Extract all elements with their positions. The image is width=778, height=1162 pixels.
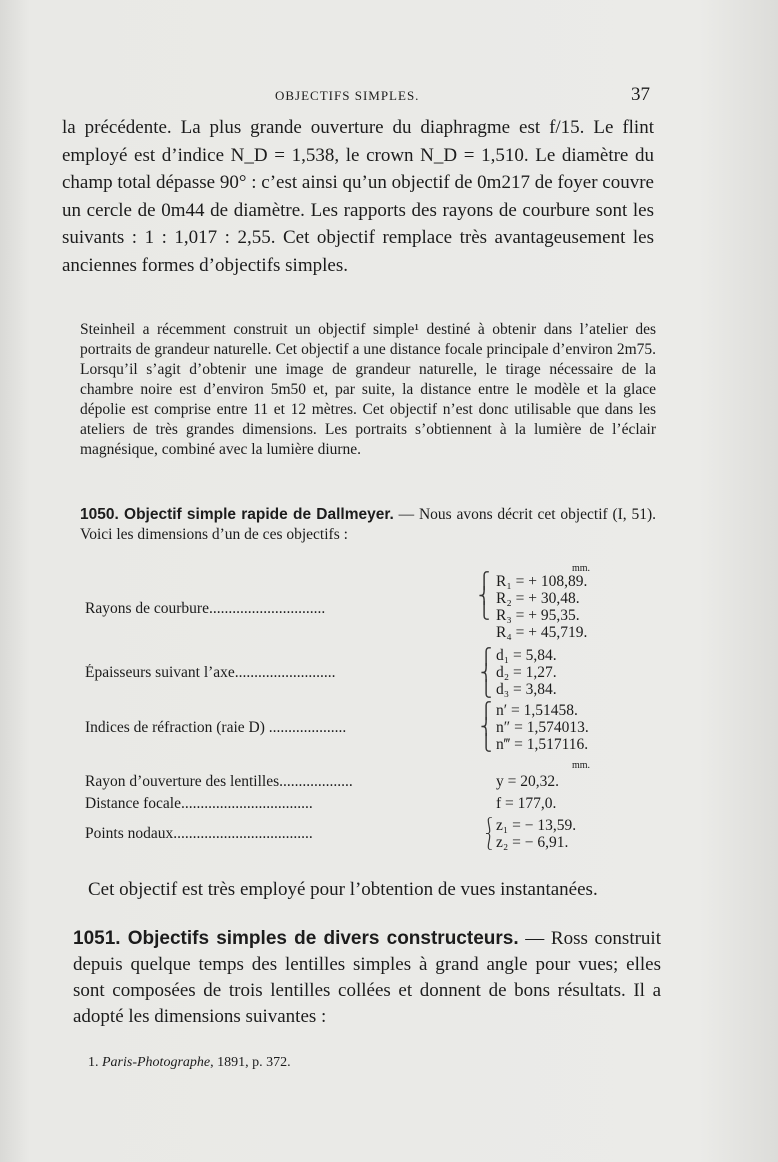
- section-1050-heading: 1050. Objectif simple rapide de Dallmeyer.: [80, 506, 394, 523]
- row-label-points-nodaux: Points nodaux....................................: [85, 825, 313, 842]
- value-d1: d₁ = 5,84.: [496, 647, 557, 664]
- footnote: [88, 1055, 291, 1071]
- brace-rayons: ⎧ ⎨ ⎩: [478, 571, 490, 620]
- footnote-number: 1.: [88, 1055, 99, 1070]
- footnote-source: Paris-Photographe: [102, 1055, 211, 1070]
- row-label-ouverture: Rayon d’ouverture des lentilles...................: [85, 773, 353, 790]
- running-header: [0, 86, 778, 108]
- footnote-rest: , 1891, p. 372.: [210, 1055, 291, 1070]
- unit-label-2: mm.: [572, 760, 591, 771]
- value-z2: z₂ = − 6,91.: [496, 834, 569, 851]
- row-label-indices: Indices de réfraction (raie D) ....................: [85, 719, 347, 736]
- value-n2: n″ = 1,574013.: [496, 719, 589, 736]
- section-1051-text: — Ross construit depuis quelque temps des lentilles simples à grand angle pour vues; elles sont composées de trois lentilles collées et donnent de bons résultats. Il a adopté les dimensions suivantes :: [73, 928, 661, 1027]
- value-d2: d₂ = 1,27.: [496, 664, 557, 681]
- value-n3: n‴ = 1,517116.: [496, 736, 589, 753]
- value-r4: R₄ = + 45,719.: [496, 624, 588, 641]
- value-r1: R₁ = + 108,89.: [496, 573, 588, 590]
- brace-nodaux: ⎰ ⎱: [481, 816, 498, 851]
- paragraph-instantanees: Cet objectif est très employé pour l’obtention de vues instantanées.: [88, 879, 598, 900]
- value-r2: R₂ = + 30,48.: [496, 590, 580, 607]
- page-number: 37: [631, 84, 650, 105]
- brace-epaisseurs: ⎧ ⎨ ⎩: [480, 647, 492, 698]
- value-n1: n′ = 1,51458.: [496, 702, 578, 719]
- row-label-rayons: Rayons de courbure..............................: [85, 600, 326, 617]
- value-d3: d₃ = 3,84.: [496, 681, 557, 698]
- section-1051: [73, 926, 661, 1030]
- paragraph-continuation: la précédente. La plus grande ouverture du diaphragme est f/15. Le flint employé est d’indice N_D = 1,538, le crown N_D = 1,510. Le diamètre du champ total dépasse 90° : c’est ainsi qu’un objectif de 0m217 de foyer couvre un cercle de 0m44 de diamètre. Les rapports des rayons de courbure sont les suivants : 1 : 1,017 : 2,55. Cet objectif remplace très avantageusement les anciennes formes d’objectifs simples.: [62, 117, 654, 276]
- row-label-epaisseurs: Épaisseurs suivant l’axe..........................: [85, 664, 336, 681]
- section-1050-text: — Nous avons décrit cet objectif (I, 51). Voici les dimensions d’un de ces objectifs :: [80, 506, 657, 543]
- unit-label: mm.: [572, 563, 591, 574]
- row-label-distance-focale: Distance focale..................................: [85, 795, 313, 812]
- value-r3: R₃ = + 95,35.: [496, 607, 580, 624]
- paragraph-steinheil: Steinheil a récemment construit un objectif simple¹ destiné à obtenir dans l’atelier des portraits de grandeur naturelle. Cet objectif a une distance focale principale d’environ 2m75. Lorsqu’il s’agit d’obtenir une image de grandeur naturelle, le tirage nécessaire de la chambre noire est d’environ 5m50 et, par suite, la distance entre le modèle et la glace dépolie est comprise entre 11 et 12 mètres. Cet objectif n’est donc utilisable que dans les ateliers de très grandes dimensions. Les portraits s’obtiennent à la lumière de l’éclair magnésique, combiné avec la lumière diurne.: [80, 321, 656, 458]
- value-y: y = 20,32.: [496, 773, 559, 790]
- header-title: OBJECTIFS SIMPLES.: [275, 88, 420, 103]
- brace-indices: ⎧ ⎨ ⎩: [480, 701, 492, 752]
- section-1050: [80, 505, 656, 545]
- value-f: f = 177,0.: [496, 795, 557, 812]
- section-1051-heading: 1051. Objectifs simples de divers constructeurs.: [73, 928, 519, 949]
- value-z1: z₁ = − 13,59.: [496, 817, 577, 834]
